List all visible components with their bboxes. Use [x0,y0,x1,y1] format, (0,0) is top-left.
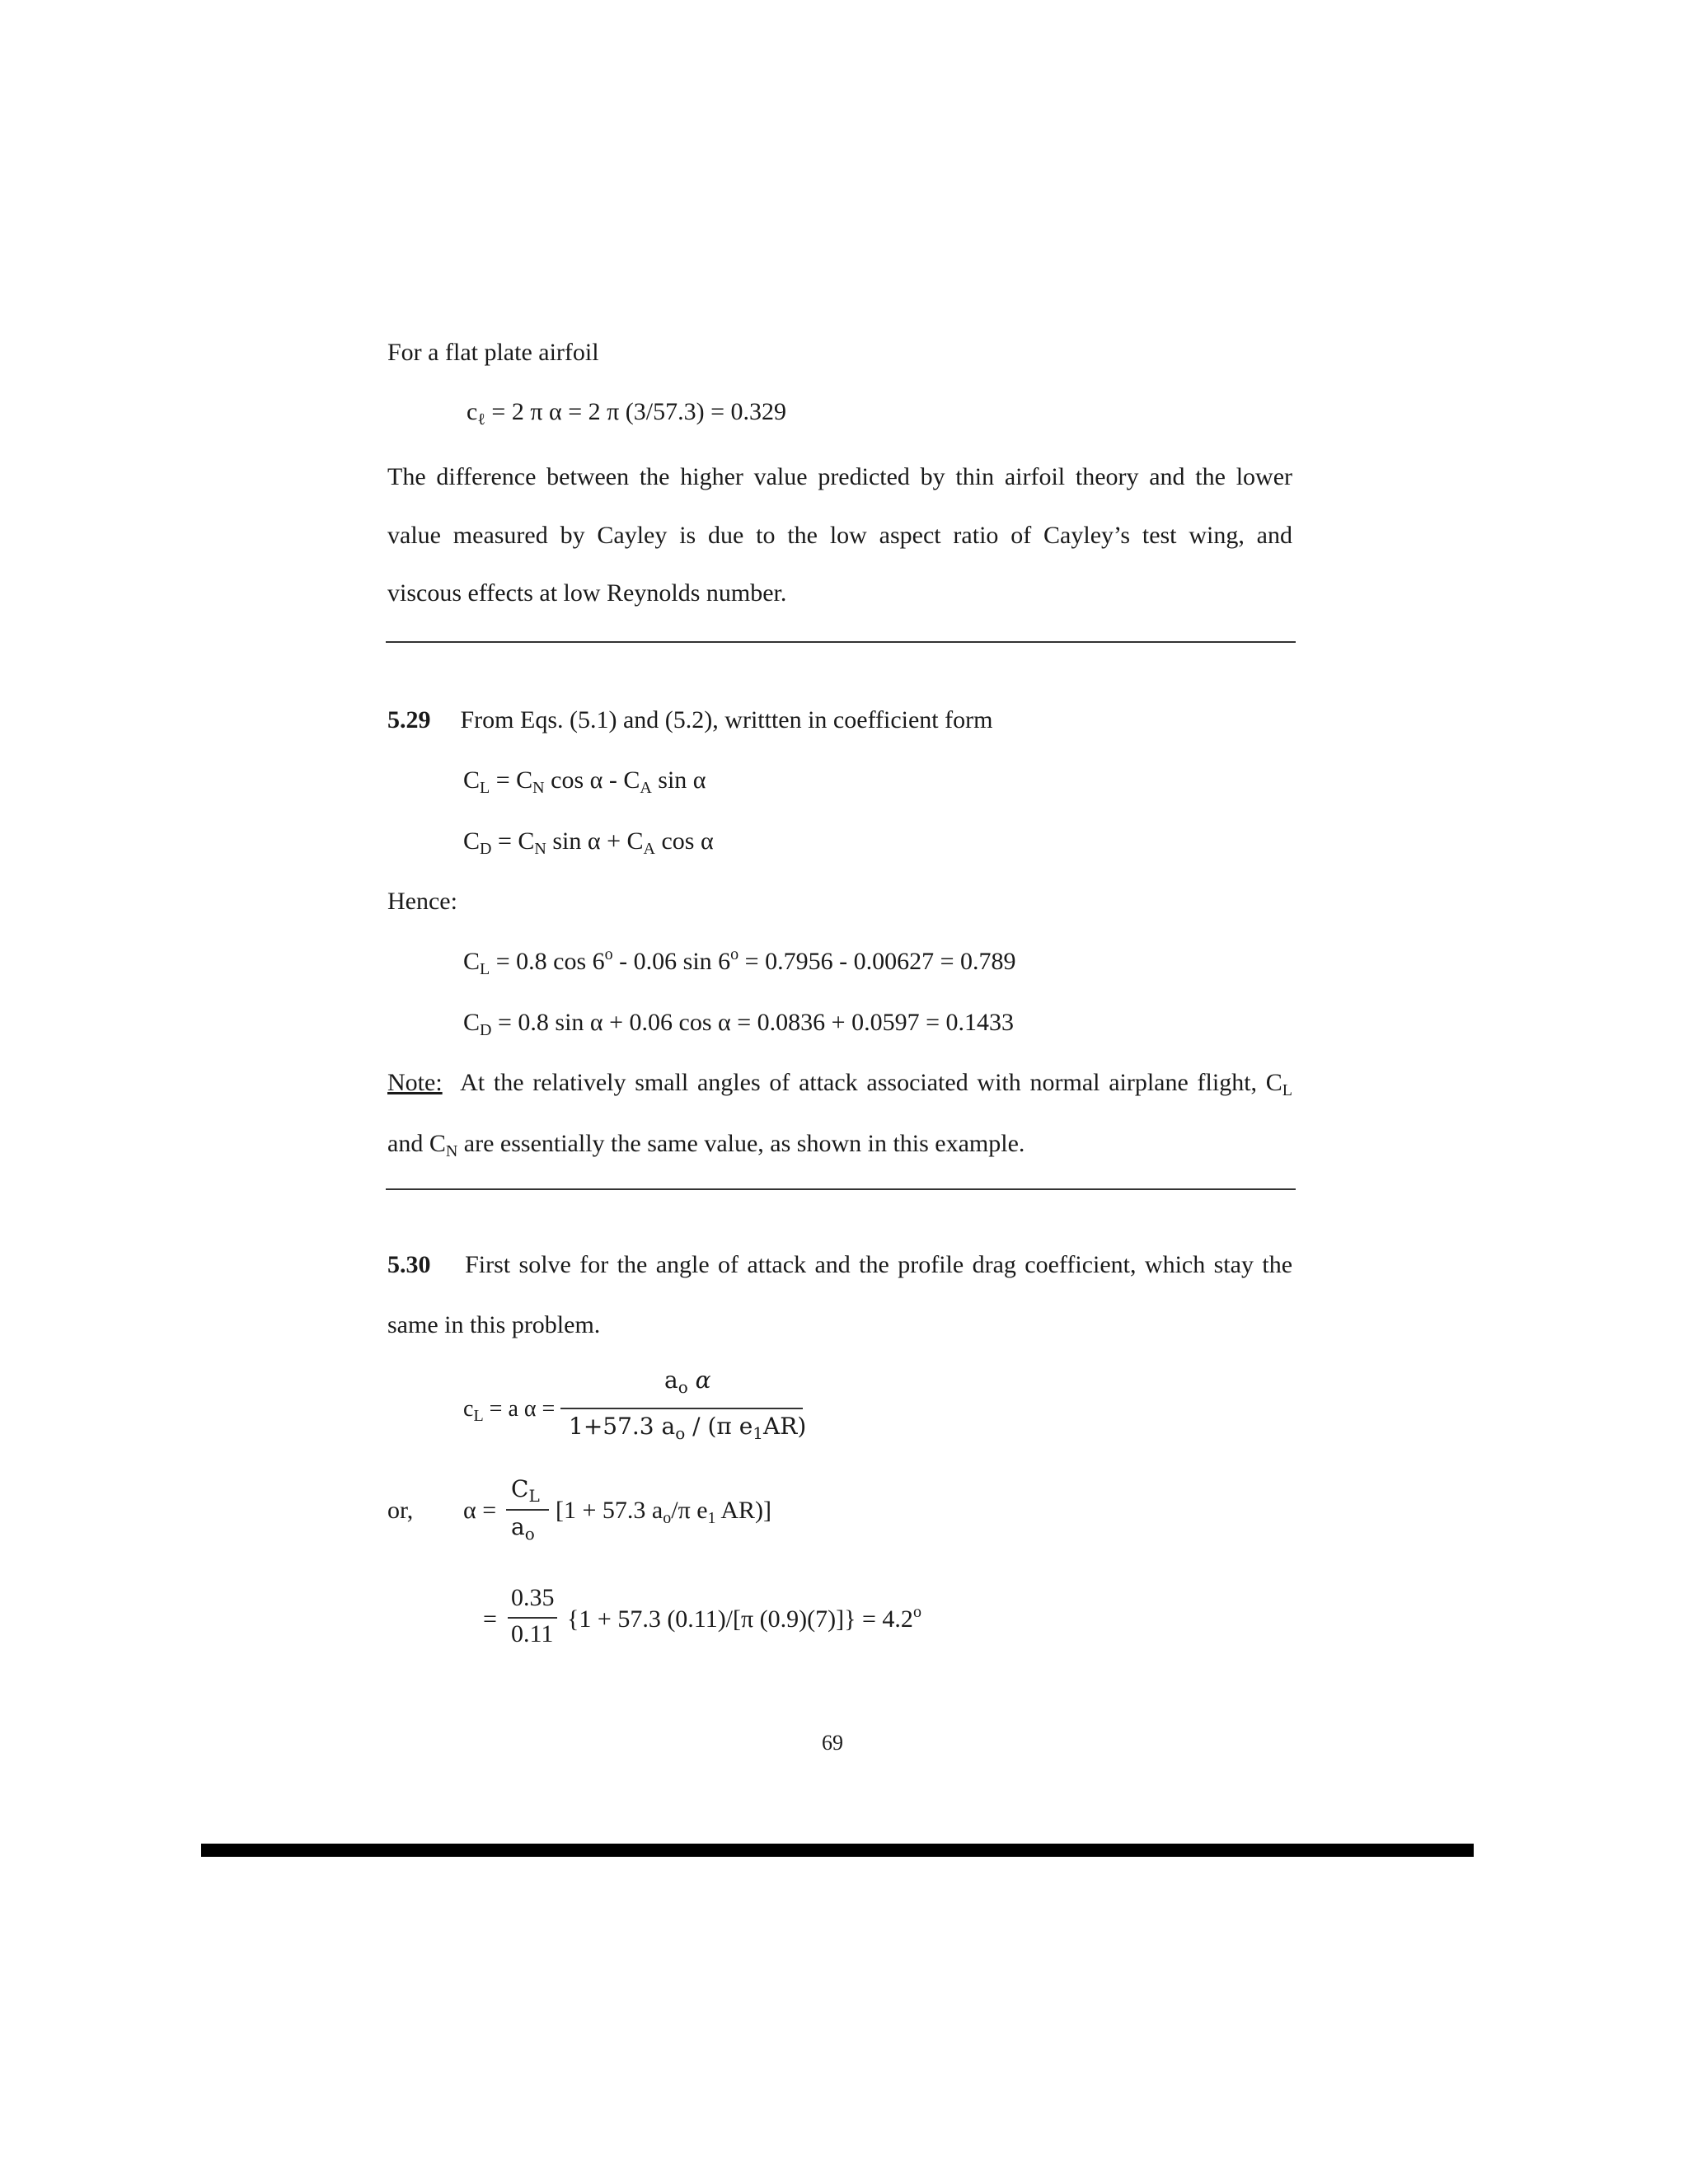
flat-plate-equation: $c_\ell = 2$ π α = 2 π (3/57.3) = 0.329 [467,398,787,429]
note-line-1: Note: At the relatively small angles of attack associated with normal airplane flight, $C_L$ [387,1069,1293,1099]
page-number: 69 [822,1731,843,1755]
note-line-2: and $C_N$ are essentially the same value, as shown in this example. [387,1130,1025,1160]
intro-paragraph-line-3: viscous effects at low Reynolds number. [387,579,787,607]
or-label: or, [387,1497,414,1524]
eq2-numerator: $C_L$ [511,1475,540,1506]
problem-5-29-heading: 5.29 From Eqs. (5.1) and (5.2), writtten in coefficient form [387,706,993,733]
eq1-numerator: $a_o$ α [664,1366,711,1397]
cd-calculation: $C_D = 0.8$ sin α + 0.06 cos α = 0.0836 + 0.0597 = 0.1433 [463,1009,1014,1039]
problem-number: 5.29 [387,706,431,733]
intro-paragraph-line-1: The difference between the higher value predicted by thin airfoil theory and the lower [387,463,1292,490]
problem-5-30-line-2: same in this problem. [387,1311,601,1338]
intro-paragraph-line-2: value measured by Cayley is due to the low aspect ratio of Cayley’s test wing, and [387,522,1292,549]
problem-5-30-heading: 5.30 First solve for the angle of attack and the profile drag coefficient, which stay the [387,1251,1293,1278]
cl-definition-equation: $C_L = C_N$ cos α - $C_A$ sin α [463,766,706,797]
section-divider-1 [386,641,1296,643]
cd-definition-equation: $C_D = C_N$ $\sin \alpha + C_A$ cos α [463,827,714,858]
cl-lift-slope-lhs: $c_L = a$ α = [463,1396,556,1425]
page-bottom-bar [201,1844,1474,1857]
eq2-fraction-bar [506,1509,549,1511]
eq3-rest: {1 + 57.3 (0.11)/[π $(0.9)(7)]\} = 4.2^o$ [567,1603,921,1633]
hence-label: Hence: [387,888,457,915]
cl-calculation: $C_L = 0.8$ cos 6$^o$ - 0.06 $\sin 6^o = 0.7956 - 0.00627 = 0.789$ [463,945,1016,978]
note-label: Note: [387,1069,443,1096]
intro-lead-text: For a flat plate airfoil [387,339,599,366]
eq1-denominator: 1+57.3 $a_o / (\pi$ $e_1AR$) [569,1413,807,1443]
problem-number: 5.30 [387,1251,431,1278]
section-divider-2 [386,1188,1296,1190]
eq3-denominator: 0.11 [511,1620,554,1647]
eq2-rest: [1 + 57.3 $a_o/\pi$ $e_1$ AR)] [556,1497,772,1527]
alpha-lhs: α = [463,1497,497,1524]
eq3-equals: = [483,1605,497,1633]
eq2-denominator: $a_o$ [511,1513,535,1544]
eq1-fraction-bar [560,1408,803,1409]
eq3-fraction-bar [508,1617,557,1619]
eq3-numerator: 0.35 [511,1584,555,1611]
